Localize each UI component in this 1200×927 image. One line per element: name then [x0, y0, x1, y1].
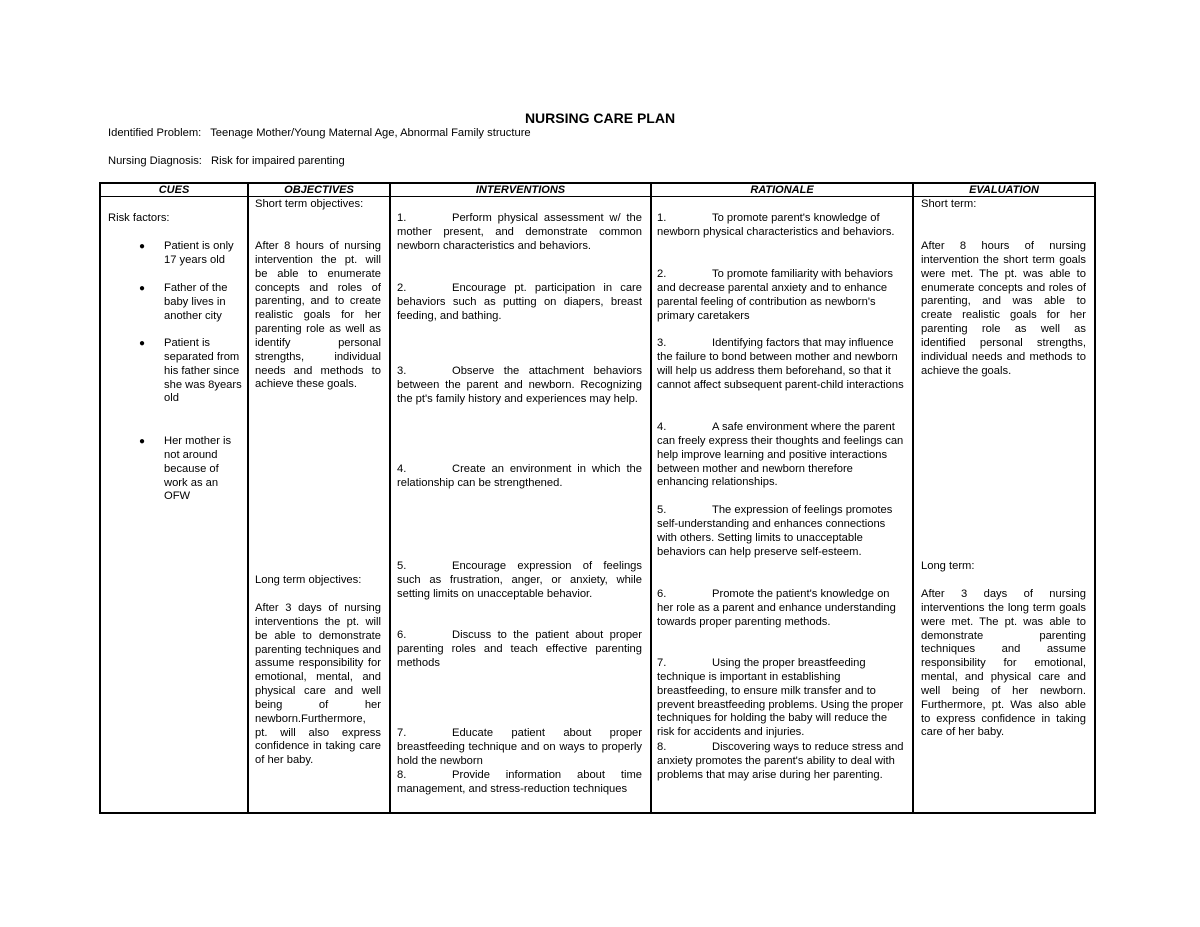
cues-heading: Risk factors: [108, 212, 170, 224]
bullet-icon: ● [139, 283, 146, 294]
nursing-diagnosis-value: Risk for impaired parenting [211, 155, 345, 167]
column-divider [650, 182, 652, 814]
identified-problem [108, 126, 531, 140]
intervention-item: 8. Provide information about time management, and stress-reduction techniques [397, 769, 642, 795]
long-term-evaluation-heading: Long term: [921, 560, 975, 572]
bullet-icon: ● [139, 338, 146, 349]
short-term-objectives-heading: Short term objectives: [255, 198, 364, 210]
intervention-item: 1. Perform physical assessment w/ the mother present, and demonstrate common newborn characteristics and behaviors. [397, 212, 642, 252]
intervention-item: 3. Observe the attachment behaviors between the parent and newborn. Recognizing the pt's family history and experiences may help. [397, 365, 642, 405]
intervention-item: 4. Create an environment in which the relationship can be strengthened. [397, 463, 642, 489]
intervention-item: 6. Discuss to the patient about proper parenting roles and teach effective parenting methods [397, 629, 642, 669]
intervention-item: 5. Encourage expression of feelings such as frustration, anger, or anxiety, while setting limits on unacceptable behavior. [397, 560, 642, 600]
rationale-column [657, 198, 905, 810]
rationale-item: 6. Promote the patient's knowledge on her role as a parent and enhance understanding towards proper parenting methods. [657, 588, 896, 628]
header-objectives: OBJECTIVES [284, 184, 354, 196]
column-divider [389, 182, 391, 814]
column-divider [912, 182, 914, 814]
header-interventions: INTERVENTIONS [475, 184, 566, 196]
bullet-icon: ● [139, 436, 146, 447]
long-term-evaluation-text: After 3 days of nursing interventions the long term goals were met. The pt. was able to demonstrate parenting techniques and assume responsibility for emotional, mental, and physical care and well being of her newborn. Furthermore, pt. Was also able to express confidence in taking care of her baby. [921, 588, 1086, 739]
long-term-objectives-heading: Long term objectives: [255, 574, 362, 586]
rationale-item: 1. To promote parent's knowledge of newborn physical characteristics and behaviors. [657, 212, 895, 238]
nursing-diagnosis [108, 154, 345, 168]
bullet-icon: ● [139, 241, 146, 252]
interventions-column [397, 198, 642, 810]
rationale-item: 5. The expression of feelings promotes self-understanding and enhances connections with others. Setting limits to unacceptable behaviors can help preserve self-esteem. [657, 504, 893, 558]
intervention-item: 2. Encourage pt. participation in care behaviors such as putting on diapers, breast feeding, and bathing. [397, 282, 642, 322]
cues-column: Risk factors: ● Patient is only 17 years old ● Father of the baby lives in another city ● Patient is separated from his father since she was 8years old ● Her mother is not around because of work as an OFW [101, 198, 247, 810]
short-term-evaluation-heading: Short term: [921, 198, 977, 210]
page-title: NURSING CARE PLAN [524, 110, 676, 126]
rationale-item: 8. Discovering ways to reduce stress and anxiety promotes the parent's ability to deal with problems that may arise during her parenting. [657, 741, 904, 781]
column-divider [247, 182, 249, 814]
short-term-evaluation-text: After 8 hours of nursing intervention the short term goals were met. The pt. was able to enumerate concepts and roles of parenting, and was able to create realistic goals for her parenting role as well as identified personal strengths, individual needs and methods to achieve the goals. [921, 240, 1086, 377]
intervention-item: 7. Educate patient about proper breastfeeding technique and on ways to properly hold the newborn [397, 727, 642, 767]
rationale-item: 4. A safe environment where the parent can freely express their thoughts and feelings can help improve learning and positive interactions between mother and newborn therefore enhancing relationships. [657, 421, 904, 489]
long-term-objectives-text: After 3 days of nursing interventions the pt. will be able to demonstrate parenting techniques and assume responsibility for emotional, mental, and physical care and well being of her newborn.Furthermore, pt. will also express confidence in taking care of her baby. [255, 602, 381, 767]
identified-problem-value: Teenage Mother/Young Maternal Age, Abnormal Family structure [210, 127, 531, 139]
header-cues: CUES [158, 184, 190, 196]
identified-problem-label: Identified Problem: [108, 127, 202, 139]
evaluation-column [921, 198, 1086, 810]
rationale-item: 2. To promote familiarity with behaviors and decrease parental anxiety and to enhance parental feeling of contribution as newborn's primary caretakers [657, 268, 893, 322]
rationale-item: 3. Identifying factors that may influence the failure to bond between mother and newborn will help us address them beforehand, so that it cannot affect subsequent parent-child interactions [657, 337, 904, 391]
objectives-column [255, 198, 381, 810]
rationale-item: 7. Using the proper breastfeeding technique is important in establishing breastfeeding, to ensure milk transfer and to prevent breastfeeding problems. Using the proper techniques for holding the baby will reduce the risk for accidents and injuries. [657, 657, 904, 739]
header-evaluation: EVALUATION [969, 184, 1039, 196]
short-term-objectives-text: After 8 hours of nursing intervention the pt. will be able to enumerate concepts and roles of parenting, and to create realistic goals for her parenting role as well as identify personal strengths, individual needs and methods to achieve these goals. [255, 240, 381, 391]
nursing-diagnosis-label: Nursing Diagnosis: [108, 155, 202, 167]
header-rationale: RATIONALE [750, 184, 814, 196]
